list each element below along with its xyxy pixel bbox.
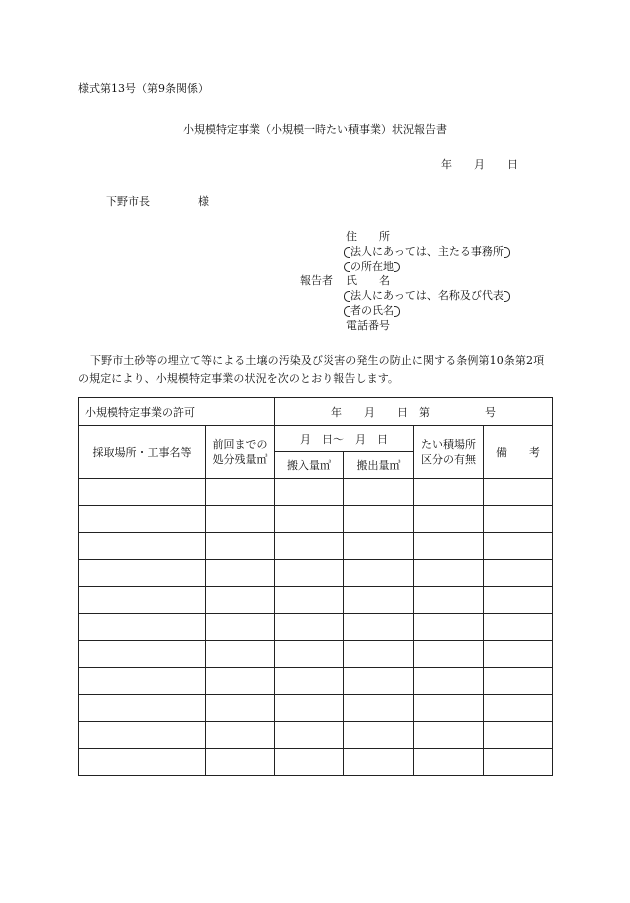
table-cell[interactable]: [79, 506, 206, 533]
table-cell[interactable]: [206, 641, 275, 668]
table-row: [79, 533, 553, 560]
addressee-honorific: 様: [198, 195, 209, 208]
table-cell[interactable]: [344, 587, 414, 614]
table-cell[interactable]: [484, 722, 553, 749]
table-cell[interactable]: [79, 695, 206, 722]
address-label: 住 所: [346, 230, 390, 243]
table-cell[interactable]: [206, 560, 275, 587]
form-number: 様式第13号（第9条関係）: [78, 82, 209, 95]
table-cell[interactable]: [414, 695, 484, 722]
table-cell[interactable]: [79, 479, 206, 506]
table-cell[interactable]: [79, 722, 206, 749]
table-cell[interactable]: [275, 749, 344, 776]
permit-value: 年 月 日 第 号: [275, 398, 553, 426]
reporter-block: [300, 230, 510, 334]
table-cell[interactable]: [79, 641, 206, 668]
table-cell[interactable]: [275, 479, 344, 506]
table-cell[interactable]: [414, 722, 484, 749]
table-cell[interactable]: [414, 641, 484, 668]
name-label: 氏 名: [346, 274, 390, 288]
permit-label: 小規模特定事業の許可: [79, 398, 275, 426]
header-pile-area: たい積場所 区分の有無: [414, 426, 484, 479]
table-cell[interactable]: [275, 722, 344, 749]
reporter-label: 報告者: [300, 274, 333, 288]
table-cell[interactable]: [414, 479, 484, 506]
header-in: 搬入量㎥: [275, 452, 344, 479]
header-prev-remaining: 前回までの 処分残量㎥: [206, 426, 275, 479]
address-note-1: 法人にあっては、主たる事務所: [346, 245, 510, 260]
table-row: [79, 722, 553, 749]
table-cell[interactable]: [414, 749, 484, 776]
name-note-1: 法人にあっては、名称及び代表: [346, 289, 510, 304]
table-cell[interactable]: [484, 749, 553, 776]
table-cell[interactable]: [275, 668, 344, 695]
table-cell[interactable]: [484, 533, 553, 560]
table-cell[interactable]: [275, 533, 344, 560]
table-row: [79, 668, 553, 695]
table-cell[interactable]: [79, 668, 206, 695]
table-cell[interactable]: [484, 614, 553, 641]
table-cell[interactable]: [344, 749, 414, 776]
table-cell[interactable]: [275, 506, 344, 533]
table-row: [79, 587, 553, 614]
document-title: 小規模特定事業（小規模一時たい積事業）状況報告書: [183, 123, 447, 136]
table-cell[interactable]: [414, 587, 484, 614]
table-cell[interactable]: [414, 614, 484, 641]
header-out: 搬出量㎥: [344, 452, 414, 479]
table-cell[interactable]: [206, 479, 275, 506]
table-cell[interactable]: [79, 587, 206, 614]
name-note-2: 者の氏名: [346, 304, 400, 319]
table-cell[interactable]: [275, 614, 344, 641]
header-remarks: 備 考: [484, 426, 553, 479]
table-cell[interactable]: [414, 668, 484, 695]
table-cell[interactable]: [79, 560, 206, 587]
table-row: [79, 749, 553, 776]
table-cell[interactable]: [206, 587, 275, 614]
table-cell[interactable]: [344, 506, 414, 533]
table-cell[interactable]: [206, 695, 275, 722]
table-cell[interactable]: [344, 560, 414, 587]
table-cell[interactable]: [206, 506, 275, 533]
table-cell[interactable]: [206, 749, 275, 776]
table-cell[interactable]: [79, 614, 206, 641]
table-cell[interactable]: [206, 614, 275, 641]
table-cell[interactable]: [484, 587, 553, 614]
phone-label: 電話番号: [346, 318, 390, 332]
table-cell[interactable]: [206, 722, 275, 749]
body-text: 下野市土砂等の埋立て等による土壌の汚染及び災害の発生の防止に関する条例第10条第2項の規定により、小規模特定事業の状況を次のとおり報告します。: [78, 354, 545, 385]
table-row: [79, 560, 553, 587]
table-cell[interactable]: [275, 641, 344, 668]
header-period: 月 日〜 月 日: [275, 426, 414, 452]
table-cell[interactable]: [344, 668, 414, 695]
table-row: [79, 479, 553, 506]
table-cell[interactable]: [484, 641, 553, 668]
table-cell[interactable]: [275, 560, 344, 587]
report-table: [78, 397, 553, 776]
table-row: [79, 695, 553, 722]
table-cell[interactable]: [275, 695, 344, 722]
table-cell[interactable]: [414, 533, 484, 560]
report-date: 年 月 日: [441, 158, 518, 171]
table-cell[interactable]: [484, 668, 553, 695]
table-cell[interactable]: [344, 695, 414, 722]
table-cell[interactable]: [344, 641, 414, 668]
addressee: [106, 193, 209, 209]
table-cell[interactable]: [275, 587, 344, 614]
addressee-name: 下野市長: [106, 195, 150, 208]
table-cell[interactable]: [414, 506, 484, 533]
header-site: 採取場所・工事名等: [79, 426, 206, 479]
table-cell[interactable]: [484, 560, 553, 587]
table-cell[interactable]: [344, 722, 414, 749]
address-note-2: の所在地: [346, 260, 400, 275]
table-cell[interactable]: [484, 506, 553, 533]
table-cell[interactable]: [344, 614, 414, 641]
table-cell[interactable]: [484, 479, 553, 506]
table-cell[interactable]: [344, 533, 414, 560]
table-cell[interactable]: [344, 479, 414, 506]
table-cell[interactable]: [79, 749, 206, 776]
table-cell[interactable]: [206, 533, 275, 560]
table-cell[interactable]: [414, 560, 484, 587]
table-cell[interactable]: [484, 695, 553, 722]
table-row: [79, 506, 553, 533]
table-row: [79, 614, 553, 641]
table-cell[interactable]: [79, 533, 206, 560]
table-cell[interactable]: [206, 668, 275, 695]
table-row: [79, 641, 553, 668]
